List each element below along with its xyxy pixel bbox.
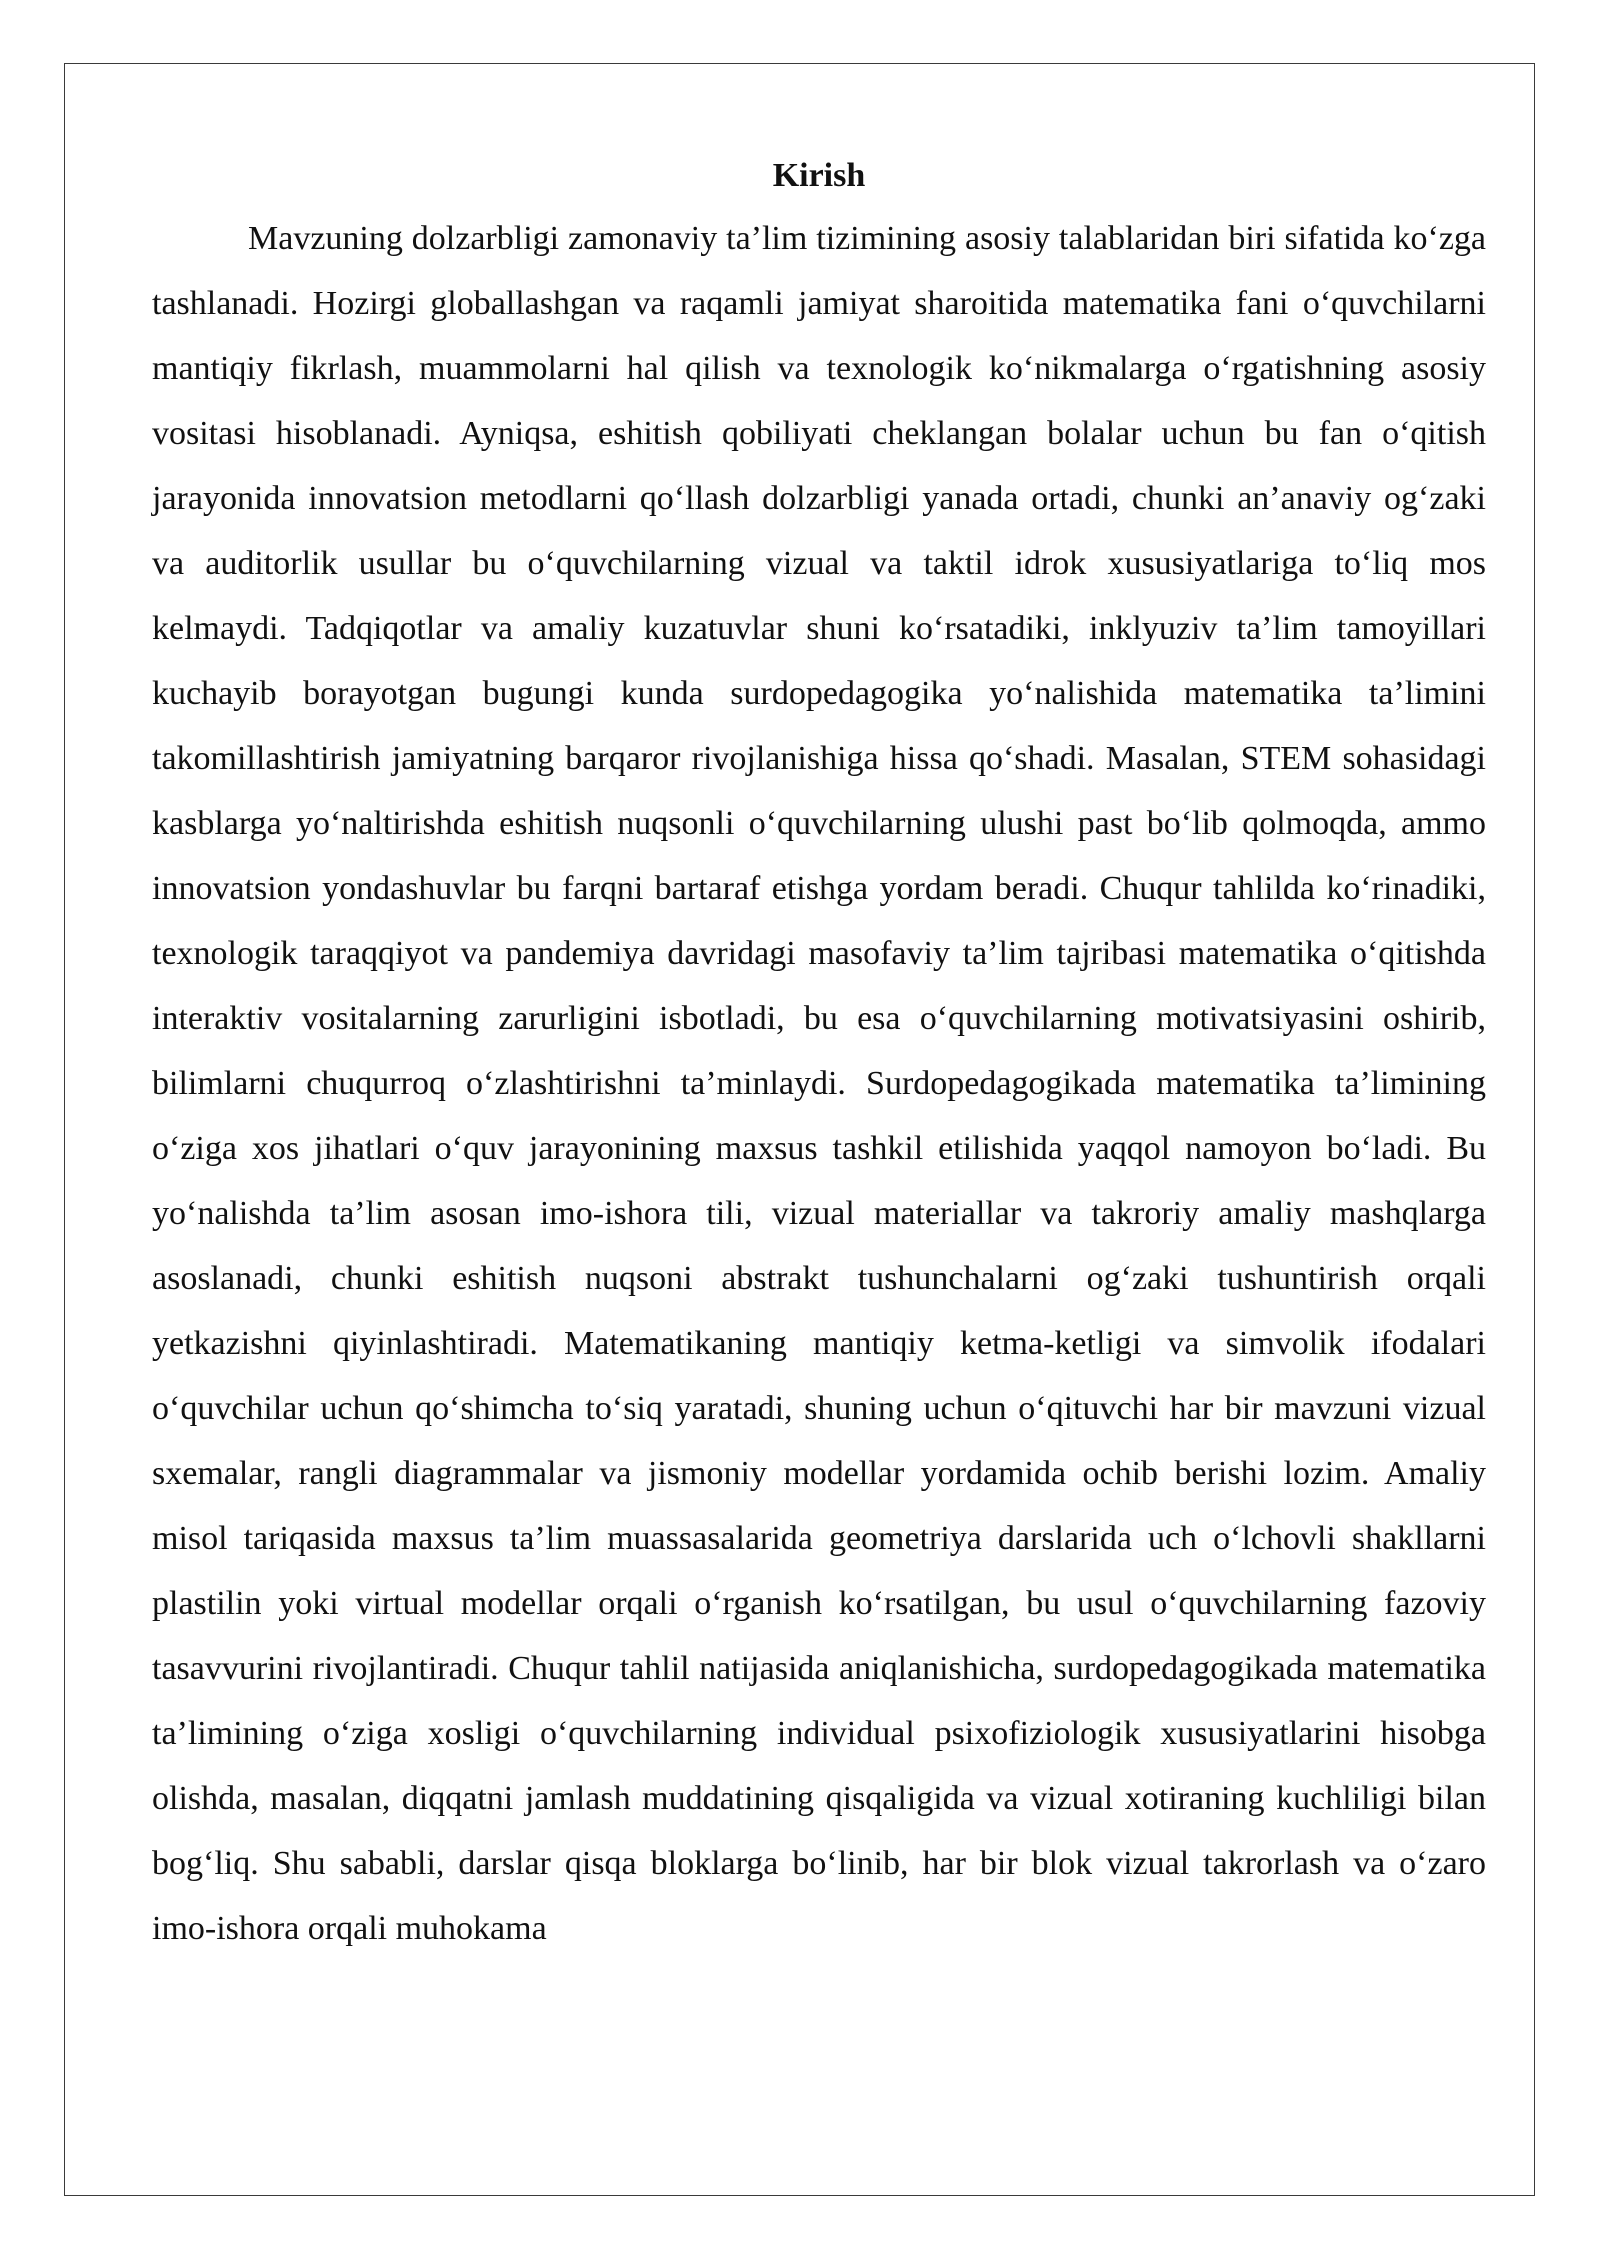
section-title: Kirish — [772, 157, 866, 194]
document-content — [152, 146, 1486, 1961]
body-paragraph: Mavzuning dolzarbligi zamonaviy ta’lim tizimining asosiy talablaridan biri sifatida ko‘zga tashlanadi. Hozirgi globallashgan va raqamli jamiyat sharoitida matematika fani o‘quvchilarni mantiqiy fikrlash, muammolarni hal qilish va texnologik ko‘nikmalarga o‘rgatishning asosiy vositasi hisoblanadi. Ayniqsa, eshitish qobiliyati cheklangan bolalar uchun bu fan o‘qitish jarayonida innovatsion metodlarni qo‘llash dolzarbligi yanada ortadi, chunki an’anaviy og‘zaki va auditorlik usullar bu o‘quvchilarning vizual va taktil idrok xususiyatlariga to‘liq mos kelmaydi. Tadqiqotlar va amaliy kuzatuvlar shuni ko‘rsatadiki, inklyuziv ta’lim tamoyillari kuchayib borayotgan bugungi kunda surdopedagogika yo‘nalishida matematika ta’limini takomillashtirish jamiyatning barqaror rivojlanishiga hissa qo‘shadi. Masalan, STEM sohasidagi kasblarga yo‘naltirishda eshitish nuqsonli o‘quvchilarning ulushi past bo‘lib qolmoqda, ammo innovatsion yondashuvlar bu farqni bartaraf etishga yordam beradi. Chuqur tahlilda ko‘rinadiki, texnologik taraqqiyot va pandemiya davridagi masofaviy ta’lim tajribasi matematika o‘qitishda interaktiv vositalarning zarurligini isbotladi, bu esa o‘quvchilarning motivatsiyasini oshirib, bilimlarni chuqurroq o‘zlashtirishni ta’minlaydi. Surdopedagogikada matematika ta’limining o‘ziga xos jihatlari o‘quv jarayonining maxsus tashkil etilishida yaqqol namoyon bo‘ladi. Bu yo‘nalishda ta’lim asosan imo-ishora tili, vizual materiallar va takroriy amaliy mashqlarga asoslanadi, chunki eshitish nuqsoni abstrakt tushunchalarni og‘zaki tushuntirish orqali yetkazishni qiyinlashtiradi. Matematikaning mantiqiy ketma-ketligi va simvolik ifodalari o‘quvchilar uchun qo‘shimcha to‘siq yaratadi, shuning uchun o‘qituvchi har bir mavzuni vizual sxemalar, rangli diagrammalar va jismoniy modellar yordamida ochib berishi lozim. Amaliy misol tariqasida maxsus ta’lim muassasalarida geometriya darslarida uch o‘lchovli shakllarni plastilin yoki virtual modellar orqali o‘rganish ko‘rsatilgan, bu usul o‘quvchilarning fazoviy tasavvurini rivojlantiradi. Chuqur tahlil natijasida aniqlanishicha, surdopedagogikada matematika ta’limining o‘ziga xosligi o‘quvchilarning individual psixofiziologik xususiyatlarini hisobga olishda, masalan, diqqatni jamlash muddatining qisqaligida va vizual xotiraning kuchliligi bilan bog‘liq. Shu sababli, darslar qisqa bloklarga bo‘linib, har bir blok vizual takrorlash va o‘zaro imo-ishora orqali muhokama — [152, 220, 1486, 1947]
